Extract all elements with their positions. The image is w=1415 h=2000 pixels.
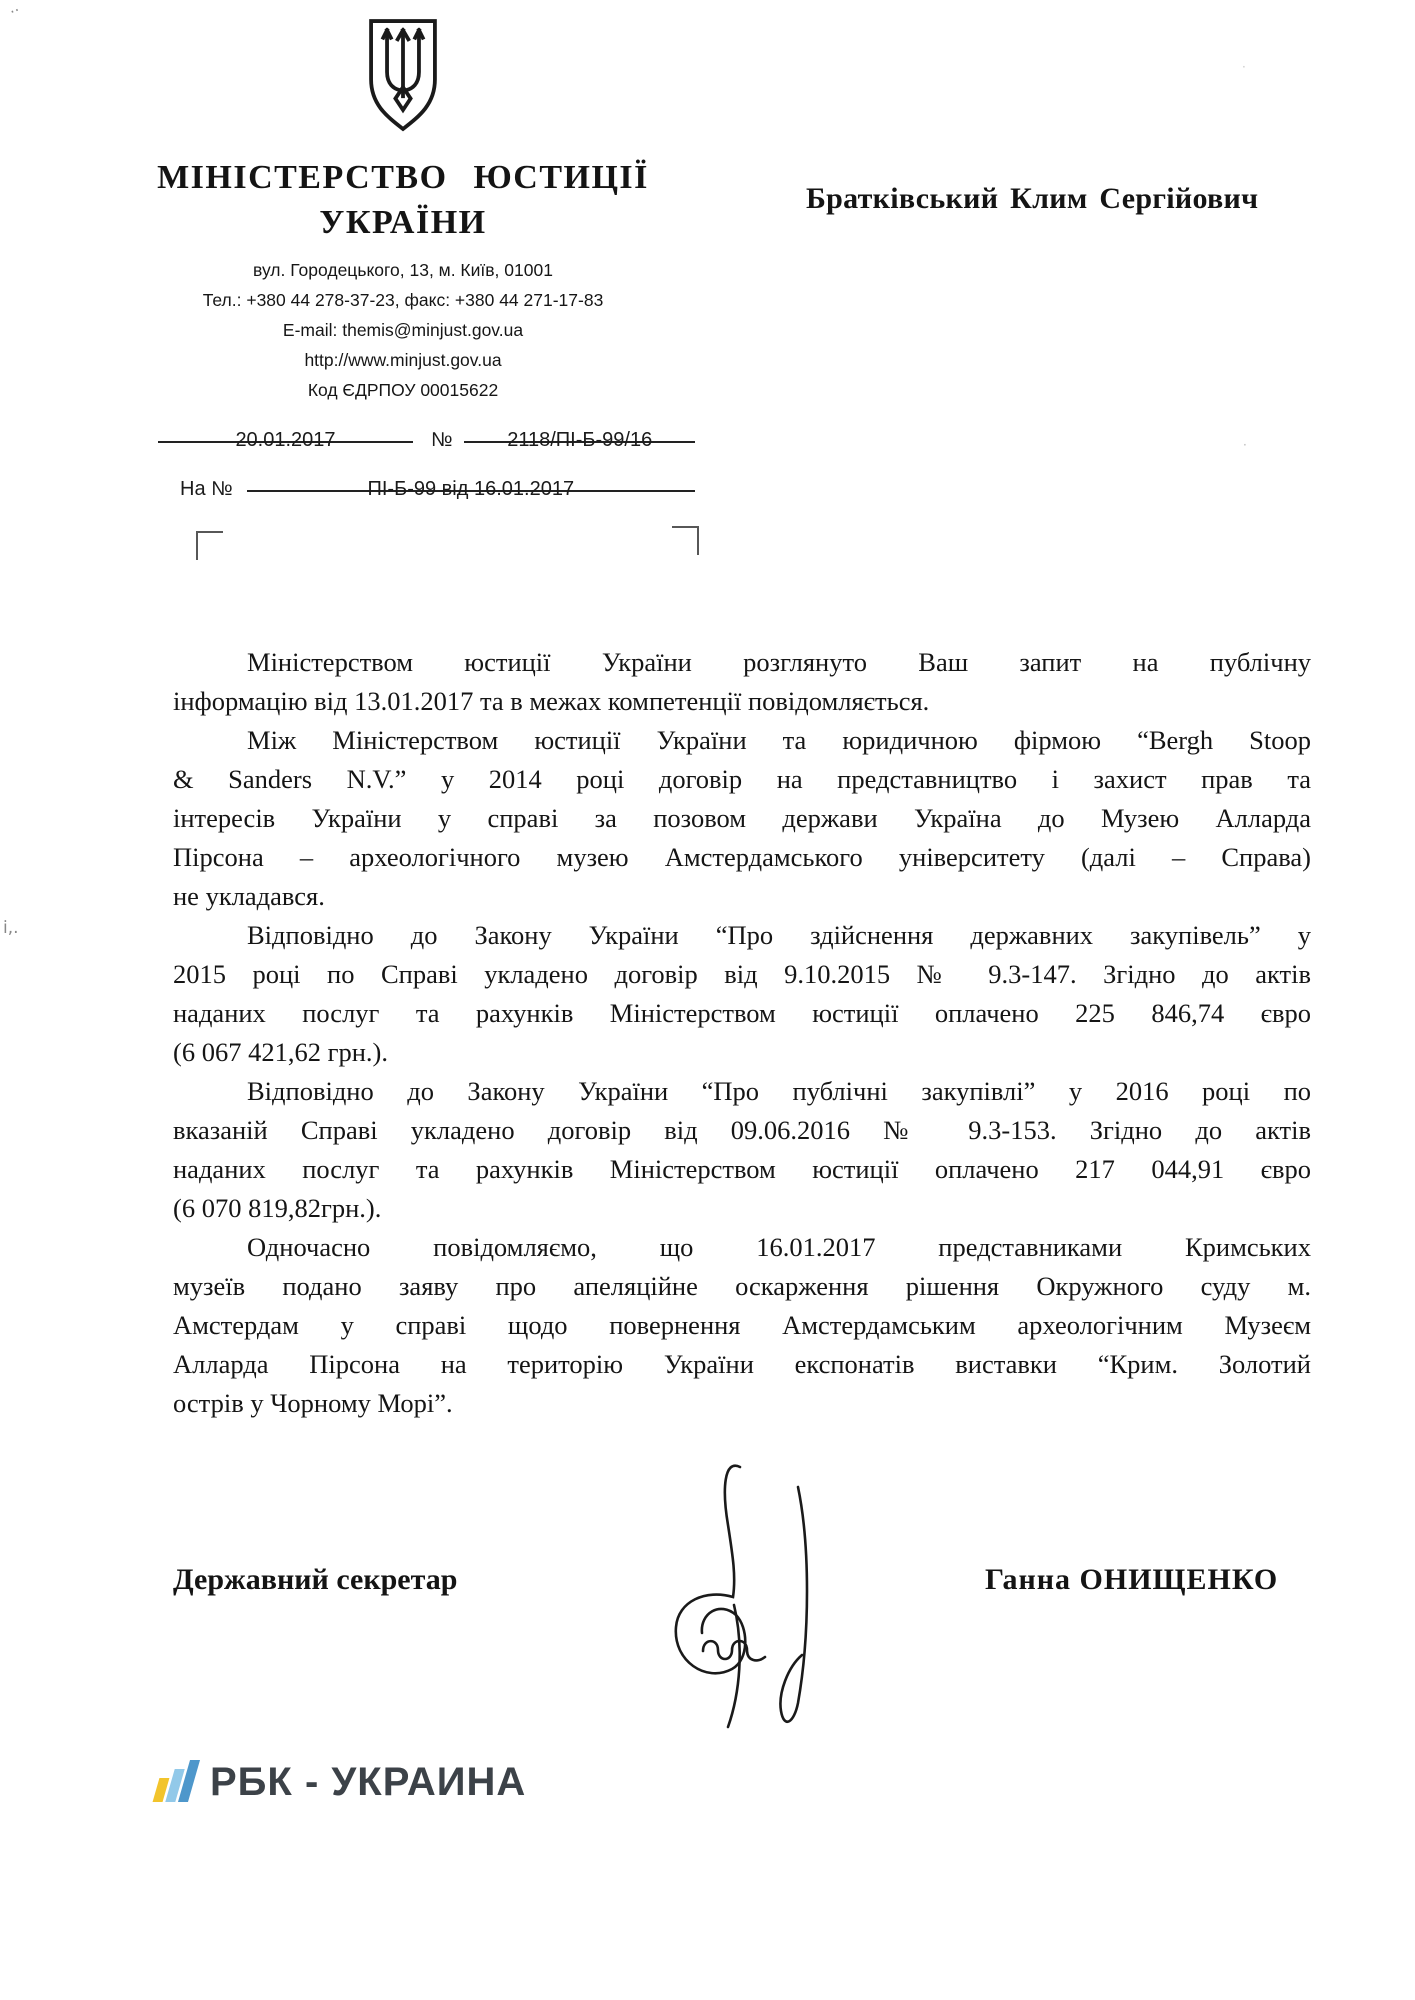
reply-ref-row	[158, 476, 695, 503]
address-line: вул. Городецького, 13, м. Київ, 01001	[253, 260, 553, 280]
body-paragraph	[173, 1228, 1311, 1423]
outgoing-number-field	[464, 427, 695, 454]
body-text-line: Алларда Пірсона на територію України експонатів виставки “Крим. Золотий	[173, 1349, 1311, 1379]
address-window-corner-left	[196, 531, 223, 560]
body-text-line: 2015 році по Справі укладено договір від 9.10.2015 № 9.3-147. Згідно до актів	[173, 959, 1311, 989]
reference-block	[158, 427, 695, 503]
phone-fax-line: Тел.: +380 44 278-37-23, факс: +380 44 271-17-83	[202, 290, 604, 310]
body-text-line: Міністерством юстиції України розглянуто Ваш запит на публічну	[247, 647, 1311, 677]
scan-artifact: ·	[1243, 438, 1247, 452]
reply-reference: ПІ-Б-99 від 16.01.2017	[367, 478, 575, 500]
reply-reference-field	[247, 476, 695, 503]
body-text-line: вказаній Справі укладено договір від 09.06.2016 № 9.3-153. Згідно до актів	[173, 1115, 1311, 1145]
body-paragraph	[173, 916, 1311, 1072]
body-text-line: наданих послуг та рахунків Міністерством юстиції оплачено 225 846,74 євро	[173, 998, 1311, 1028]
outgoing-date-field	[158, 427, 413, 454]
signer-name: Ганна ОНИЩЕНКО	[985, 1563, 1279, 1596]
body-text-line: & Sanders N.V.” у 2014 році договір на представництво і захист прав та	[173, 764, 1311, 794]
body-paragraph	[173, 643, 1311, 721]
rbc-logo-text: РБК - УКРАИНА	[210, 1760, 527, 1804]
outgoing-ref-row	[158, 427, 695, 454]
scan-artifact: ··	[7, 0, 23, 22]
recipient-name: Братківський Клим Сергійович	[806, 182, 1259, 215]
body-paragraph	[173, 1072, 1311, 1228]
body-text-line: Відповідно до Закону України “Про публічні закупівлі” у 2016 році по	[247, 1076, 1311, 1106]
number-sign-label: №	[431, 429, 453, 451]
handwritten-signature-icon	[648, 1455, 848, 1755]
rbc-bars-icon	[152, 1762, 200, 1804]
contact-block	[120, 255, 686, 405]
address-window-corner-right	[672, 526, 699, 555]
body-text-line: інформацію від 13.01.2017 та в межах компетенції повідомляється.	[173, 686, 930, 716]
ministry-name-line2: УКРАЇНИ	[319, 204, 487, 241]
body-text-line: інтересів України у справі за позовом держави Україна до Музею Алларда	[173, 803, 1311, 833]
ministry-name-line1: МІНІСТЕРСТВО ЮСТИЦІЇ	[157, 159, 649, 196]
body-text-line: Амстердам у справі щодо повернення Амстердамським археологічним Музеєм	[173, 1310, 1311, 1340]
outgoing-number: 2118/ПІ-Б-99/16	[507, 429, 653, 451]
letterhead	[120, 16, 686, 405]
body-text-line: Між Міністерством юстиції України та юридичною фірмою “Bergh Stoop	[247, 725, 1311, 755]
edrpou-line: Код ЄДРПОУ 00015622	[307, 380, 499, 400]
scan-artifact: і,.	[3, 918, 19, 938]
letter-body	[173, 643, 1311, 1423]
body-text-line: (6 067 421,62 грн.).	[173, 1037, 388, 1067]
body-text-line: Відповідно до Закону України “Про здійснення державних закупівель” у	[247, 920, 1311, 950]
body-text-line: Пірсона – археологічного музею Амстердамського університету (далі – Справа)	[173, 842, 1311, 872]
body-text-line: наданих послуг та рахунків Міністерством юстиції оплачено 217 044,91 євро	[173, 1154, 1311, 1184]
body-text-line: острів у Чорному Морі”.	[173, 1388, 453, 1418]
email-line: E-mail: themis@minjust.gov.ua	[282, 320, 524, 340]
outgoing-date: 20.01.2017	[235, 429, 336, 451]
website-line: http://www.minjust.gov.ua	[304, 350, 502, 370]
signer-title: Державний секретар	[173, 1563, 458, 1596]
body-text-line: не укладався.	[173, 881, 325, 911]
signature-section	[0, 1455, 1415, 1765]
body-text-line: Одночасно повідомляємо, що 16.01.2017 представниками Кримських	[247, 1232, 1311, 1262]
body-paragraph	[173, 721, 1311, 916]
body-text-line: музеїв подано заяву про апеляційне оскарження рішення Окружного суду м.	[173, 1271, 1311, 1301]
scan-artifact: ·	[1242, 60, 1246, 74]
ukraine-trident-emblem-icon	[365, 16, 441, 139]
body-text-line: (6 070 819,82грн.).	[173, 1193, 382, 1223]
rbc-ukraine-watermark	[152, 1758, 526, 1804]
reply-to-label: На №	[180, 478, 233, 500]
